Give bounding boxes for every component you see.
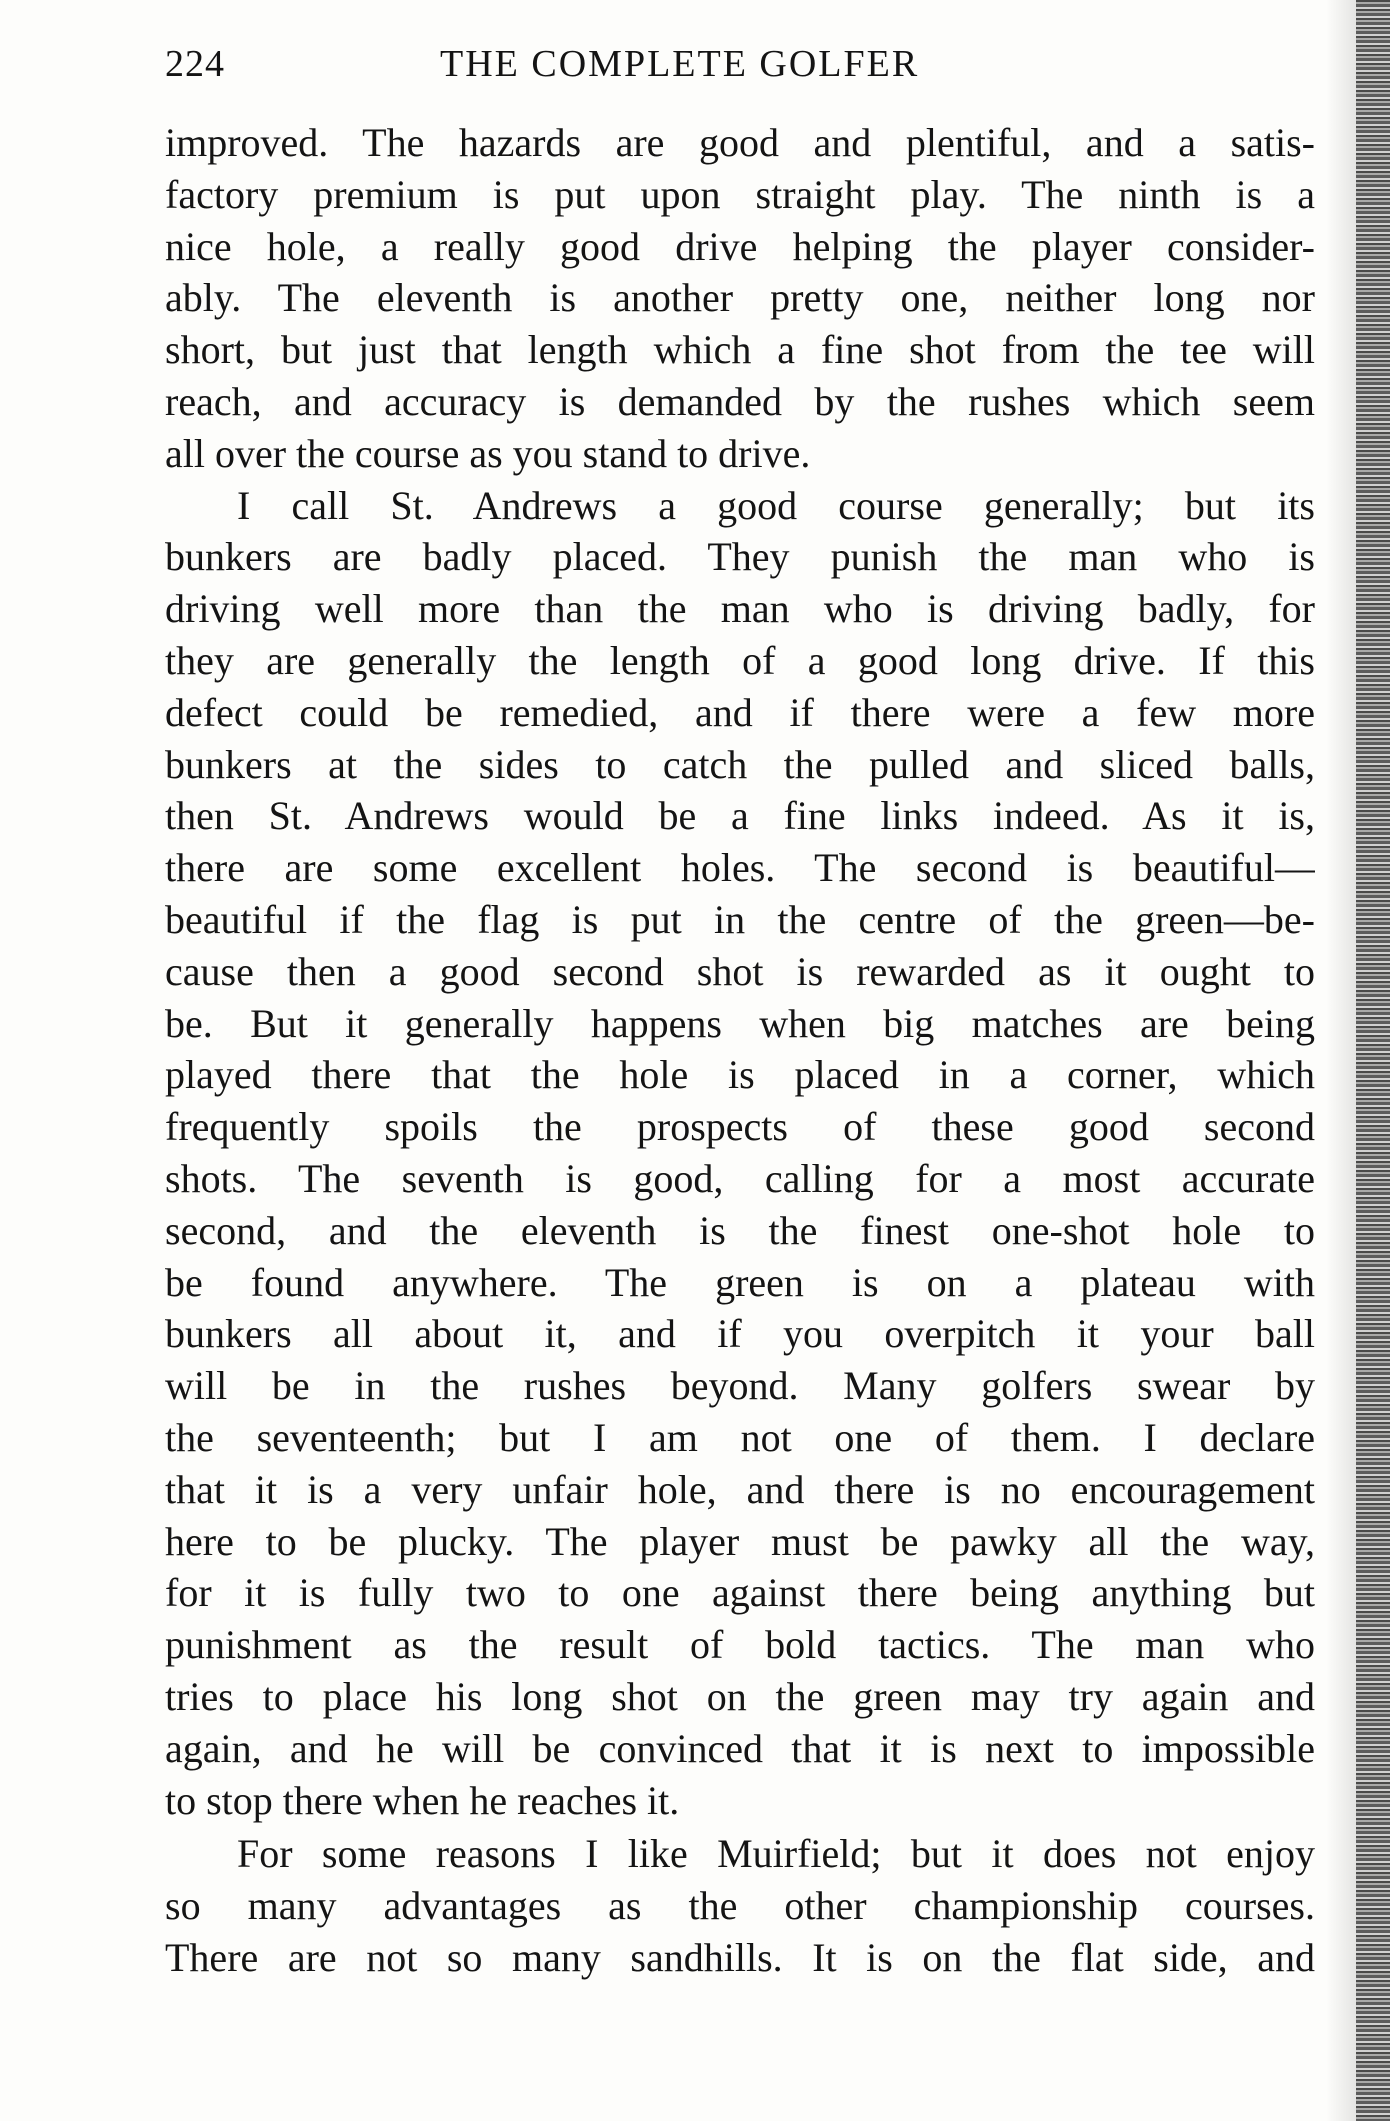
body-text — [165, 117, 1315, 1984]
text-line: reach, and accuracy is demanded by the rushes which seem — [165, 378, 1315, 424]
text-line: factory premium is put upon straight play. The ninth is a — [165, 171, 1315, 217]
text-line: ably. The eleventh is another pretty one, neither long nor — [165, 275, 1315, 321]
text-line: shots. The seventh is good, calling for a most accurate — [165, 1155, 1315, 1201]
text-line: nice hole, a really good drive helping the player consider- — [165, 223, 1315, 269]
text-line: defect could be remedied, and if there were a few more — [165, 689, 1315, 735]
text-line: to stop there when he reaches it. — [165, 1777, 680, 1823]
text-line: tries to place his long shot on the green may try again and — [165, 1673, 1315, 1719]
text-line: punishment as the result of bold tactics. The man who — [165, 1622, 1315, 1668]
text-line: beautiful if the flag is put in the centre of the green—be- — [165, 896, 1315, 942]
text-line: There are not so many sandhills. It is on the flat side, and — [165, 1934, 1315, 1980]
running-title: THE COMPLETE GOLFER — [440, 43, 920, 85]
page-number: 224 — [165, 43, 225, 85]
text-line: improved. The hazards are good and plentiful, and a satis- — [165, 120, 1315, 165]
text-line: all over the course as you stand to drive. — [165, 430, 811, 476]
text-line: be found anywhere. The green is on a plateau with — [165, 1259, 1315, 1305]
text-line: again, and he will be convinced that it is next to impossible — [165, 1725, 1315, 1771]
text-line: bunkers at the sides to catch the pulled and sliced balls, — [165, 741, 1315, 787]
text-line: I call St. Andrews a good course generally; but its — [237, 482, 1315, 528]
text-line: they are generally the length of a good long drive. If this — [165, 637, 1315, 683]
text-line: driving well more than the man who is driving badly, for — [165, 586, 1315, 632]
text-line: that it is a very unfair hole, and there is no encouragement — [165, 1466, 1315, 1512]
text-line: here to be plucky. The player must be pawky all the way, — [165, 1518, 1315, 1564]
text-line: be. But it generally happens when big matches are being — [165, 1000, 1315, 1046]
binding-edge — [1356, 0, 1390, 2121]
text-line: will be in the rushes beyond. Many golfers swear by — [165, 1363, 1315, 1409]
text-line: for it is fully two to one against there being anything but — [165, 1570, 1315, 1616]
text-line: so many advantages as the other championship courses. — [165, 1883, 1315, 1929]
text-line: second, and the eleventh is the finest one-shot hole to — [165, 1207, 1315, 1253]
text-line: bunkers all about it, and if you overpitch it your ball — [165, 1311, 1315, 1357]
text-line: then St. Andrews would be a fine links indeed. As it is, — [165, 793, 1315, 839]
page-header — [165, 42, 1315, 102]
text-line: short, but just that length which a fine shot from the tee will — [165, 327, 1315, 373]
text-line: the seventeenth; but I am not one of them. I declare — [165, 1414, 1315, 1460]
text-line: frequently spoils the prospects of these good second — [165, 1104, 1315, 1150]
text-line: cause then a good second shot is rewarded as it ought to — [165, 948, 1315, 994]
text-line: there are some excellent holes. The second is beautiful— — [165, 845, 1315, 891]
text-line: played there that the hole is placed in a corner, which — [165, 1052, 1315, 1098]
text-line: For some reasons I like Muirfield; but it does not enjoy — [237, 1831, 1315, 1877]
text-line: bunkers are badly placed. They punish the man who is — [165, 534, 1315, 580]
binding-shadow — [1326, 0, 1356, 2121]
